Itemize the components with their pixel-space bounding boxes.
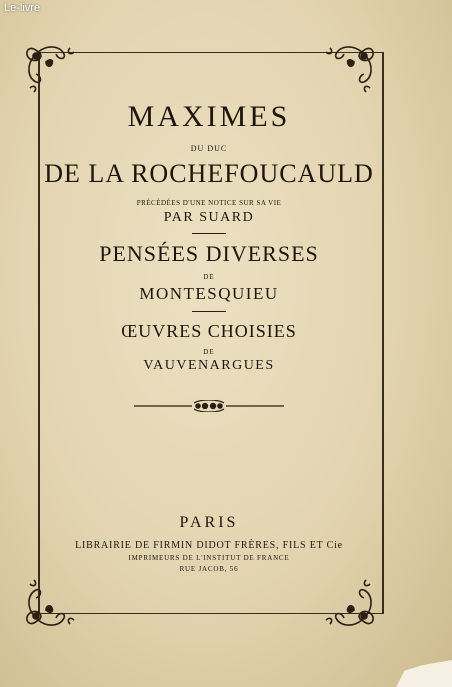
- city-label: PARIS: [179, 514, 239, 531]
- corner-flourish-icon: [318, 38, 380, 100]
- second-work-author: MONTESQUIEU: [139, 284, 279, 303]
- notice-label: PRÉCÉDÉES D'UNE NOTICE SUR SA VIE: [136, 199, 282, 207]
- publisher-label: LIBRAIRIE DE FIRMIN DIDOT FRÈRES, FILS ET Cie: [75, 540, 343, 551]
- title-block: [40, 100, 378, 412]
- printers-label: IMPRIMEURS DE L'INSTITUT DE FRANCE: [128, 554, 290, 562]
- third-work-de: DE: [203, 348, 215, 356]
- corner-flourish-icon: [20, 38, 82, 100]
- third-work-title: ŒUVRES CHOISIES: [121, 321, 297, 341]
- divider-rule: [192, 233, 226, 234]
- par-suard-label: PAR SUARD: [163, 210, 255, 225]
- third-work-author: VAUVENARGUES: [143, 358, 275, 373]
- watermark: Le-livre: [4, 2, 41, 14]
- divider-ornament-icon: [134, 400, 284, 412]
- second-work-title: PENSÉES DIVERSES: [99, 241, 319, 266]
- divider-rule: [192, 311, 226, 312]
- corner-flourish-icon: [20, 572, 82, 634]
- imprint-block: [40, 514, 378, 573]
- second-work-de: DE: [203, 273, 215, 281]
- torn-corner: [384, 660, 452, 687]
- main-title: MAXIMES: [127, 100, 291, 133]
- address-label: RUE JACOB, 56: [179, 565, 239, 573]
- corner-flourish-icon: [318, 572, 380, 634]
- author-name: DE LA ROCHEFOUCAULD: [44, 159, 374, 188]
- du-duc-label: DU DUC: [190, 144, 228, 153]
